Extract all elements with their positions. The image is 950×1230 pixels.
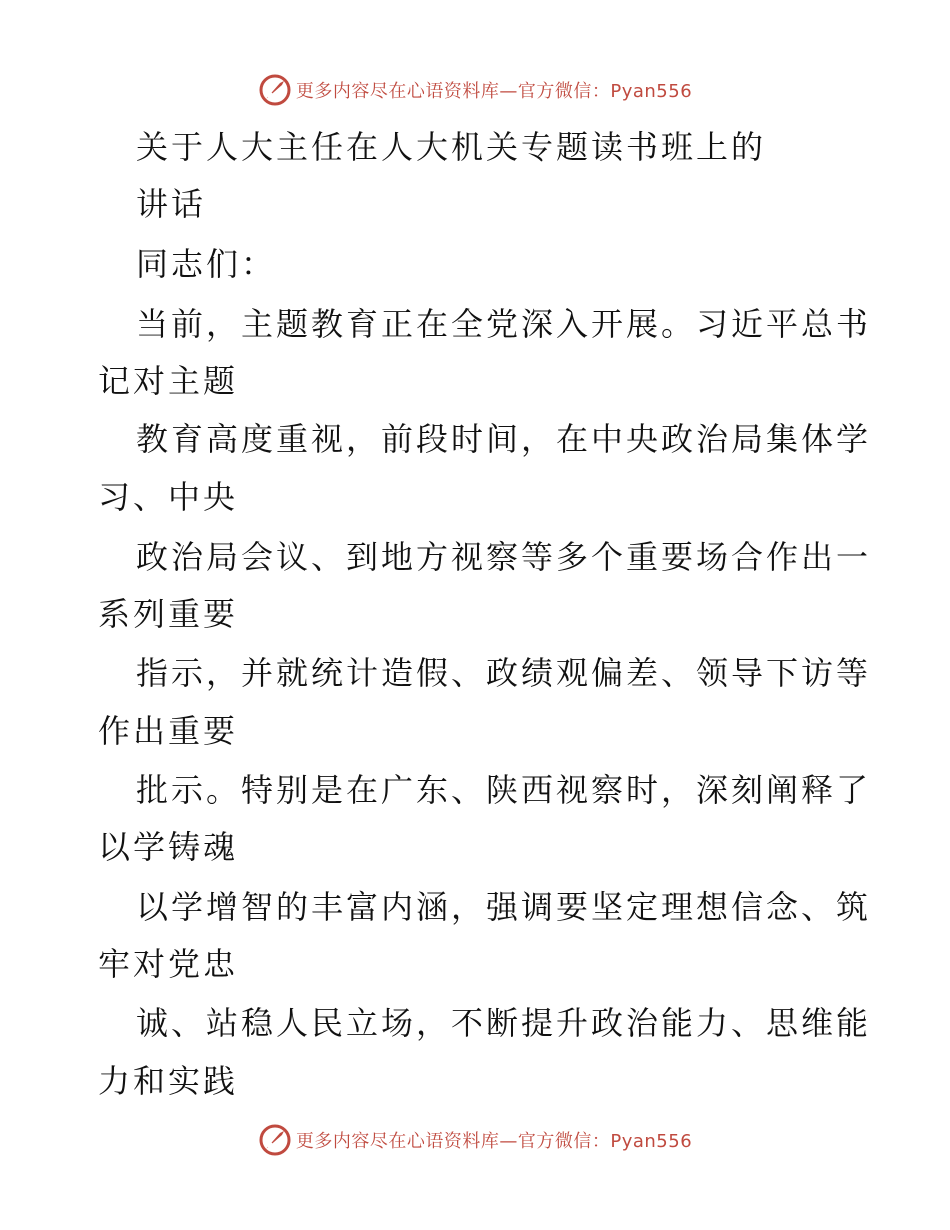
document-title-line-2: 讲话 [136,185,207,223]
quill-pen-logo-icon [258,73,292,107]
paragraph-line: 系列重要 [98,595,239,633]
footer-banner-text: 更多内容尽在心语资料库—官方微信：Pyan556 [295,1131,693,1152]
document-title-line-1: 关于人大主任在人大机关专题读书班上的 [136,128,767,166]
paragraph-line: 牢对党忠 [98,945,239,983]
salutation: 同志们： [136,245,277,283]
paragraph-line: 批示。特别是在广东、陕西视察时，深刻阐释了 [136,771,872,809]
header-banner-text: 更多内容尽在心语资料库—官方微信：Pyan556 [295,81,693,102]
paragraph-line: 政治局会议、到地方视察等多个重要场合作出一 [136,538,872,576]
paragraph-line: 习、中央 [98,478,239,516]
paragraph-line: 诚、站稳人民立场，不断提升政治能力、思维能 [136,1004,872,1042]
paragraph-line: 教育高度重视，前段时间，在中央政治局集体学 [136,420,872,458]
paragraph-line: 指示，并就统计造假、政绩观偏差、领导下访等 [136,654,872,692]
paragraph-line: 力和实践 [98,1062,239,1100]
paragraph-line: 以学增智的丰富内涵，强调要坚定理想信念、筑 [136,888,872,926]
paragraph-line: 记对主题 [98,362,239,400]
footer-banner [0,1120,950,1160]
paragraph-line: 当前，主题教育正在全党深入开展。习近平总书 [136,305,872,343]
quill-pen-logo-icon [258,1123,292,1157]
header-banner [0,70,950,110]
paragraph-line: 作出重要 [98,712,239,750]
paragraph-line: 以学铸魂 [98,828,239,866]
